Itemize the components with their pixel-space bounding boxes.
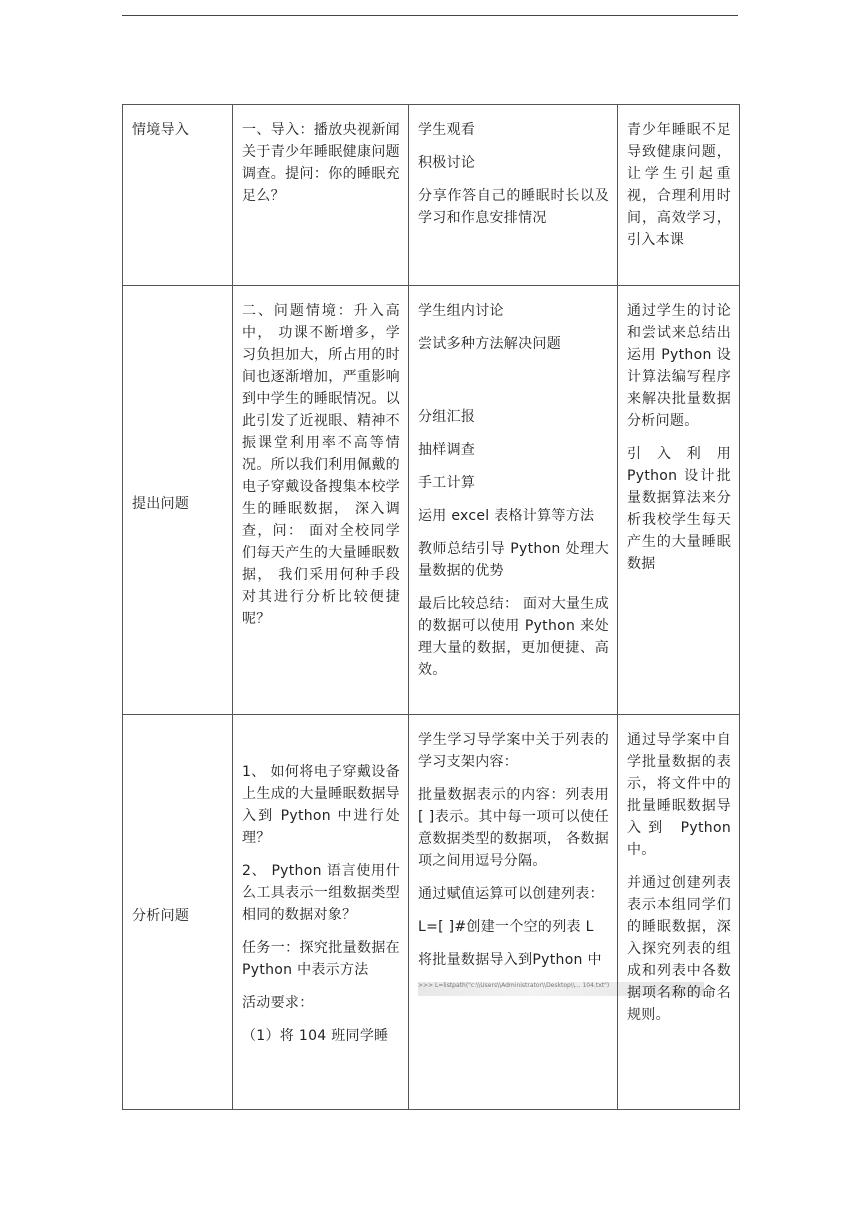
student-text: 学生观看 xyxy=(418,122,476,138)
teacher-text: 1、 如何将电子穿戴设备上生成的大量睡眠数据导入到 Python 中进行处理？ xyxy=(242,764,400,846)
intent-text: 通过导学案中自学批量数据的表示，将文件中的批量睡眠数据导入到 Python 中。 xyxy=(627,732,731,858)
design-intent-cell xyxy=(618,715,740,1110)
intent-text: 引入利用 Python 设计批量数据算法来分析我校学生每天产生的大量睡眠数据 xyxy=(627,446,731,572)
stage-cell xyxy=(123,105,233,286)
lesson-plan-table xyxy=(122,104,740,1110)
teacher-text: （1）将 104 班同学睡 xyxy=(242,1028,389,1044)
table-row xyxy=(123,715,740,1110)
stage-cell xyxy=(123,286,233,715)
student-activity-cell xyxy=(409,105,618,286)
student-text: 手工计算 xyxy=(418,475,476,491)
student-text: 通过赋值运算可以创建列表： xyxy=(418,886,604,902)
stage-label: 提出问题 xyxy=(132,496,190,512)
student-text: 最后比较总结： 面对大量生成的数据可以使用 Python 来处理大量的数据，更加便捷、高效。 xyxy=(418,596,609,678)
teacher-text: 二、问题情境：升入高中， 功课不断增多，学习负担加大，所占用的时间也逐渐增加，严重影响到中学生的睡眠情况。以此引发了近视眼、精神不振课堂利用率不高等情况。所以我们利用佩戴的电子穿戴设备搜集本校学生的睡眠数据， 深入调查，问： 面对全校同学们每天产生的大量睡眠数据， 我们采用何种手段对其进行分析比较便捷呢？ xyxy=(242,303,400,627)
intent-text: 并通过创建列表表示本组同学们的睡眠数据，深入探究列表的组成和列表中各数据项名称的命名规则。 xyxy=(627,875,731,1023)
teacher-text: 一、导入：播放央视新闻关于青少年睡眠健康问题调查。提问：你的睡眠充足么？ xyxy=(242,122,400,204)
student-text: 分享作答自己的睡眠时长以及学习和作息安排情况 xyxy=(418,188,609,226)
teacher-activity-cell xyxy=(233,286,409,715)
student-activity-cell xyxy=(409,715,618,1110)
intent-text: 通过学生的讨论和尝试来总结出运用 Python 设计算法编写程序来解决批量数据分析问题。 xyxy=(627,303,731,429)
stage-label: 分析问题 xyxy=(132,908,190,924)
design-intent-cell xyxy=(618,105,740,286)
code-screenshot-image: >>> L=listpath("c:\\Users\\Administrator\\Desktop\\... 104.txt") xyxy=(418,982,704,996)
student-text: 学生学习导学案中关于列表的学习支架内容： xyxy=(418,732,609,770)
teacher-activity-cell xyxy=(233,715,409,1110)
student-text: 学生组内讨论 xyxy=(418,303,504,319)
header-rule xyxy=(122,15,738,16)
design-intent-cell xyxy=(618,286,740,715)
student-activity-cell xyxy=(409,286,618,715)
stage-label: 情境导入 xyxy=(132,122,190,138)
student-text: 运用 excel 表格计算等方法 xyxy=(418,508,595,524)
student-text: 将批量数据导入到Python 中 xyxy=(418,952,602,968)
table-row xyxy=(123,105,740,286)
teacher-text: 2、 Python 语言使用什么工具表示一组数据类型相同的数据对象？ xyxy=(242,863,400,923)
student-text: 尝试多种方法解决问题 xyxy=(418,336,561,352)
intent-text: 青少年睡眠不足导致健康问题，让学生引起重视，合理利用时间，高效学习， 引入本课 xyxy=(627,122,731,248)
teacher-text: 任务一：探究批量数据在 Python 中表示方法 xyxy=(242,940,400,978)
student-text: L=[ ]#创建一个空的列表 L xyxy=(418,919,594,935)
student-text: 抽样调查 xyxy=(418,442,476,458)
table-row xyxy=(123,286,740,715)
stage-cell xyxy=(123,715,233,1110)
student-text: 积极讨论 xyxy=(418,155,476,171)
spacer xyxy=(418,366,609,406)
teacher-text: 活动要求： xyxy=(242,995,314,1011)
student-text: 教师总结引导 Python 处理大量数据的优势 xyxy=(418,541,609,579)
student-text: 批量数据表示的内容：列表用[ ]表示。其中每一项可以使任意数据类型的数据项， 各数据项之间用逗号分隔。 xyxy=(418,787,609,869)
student-text: 分组汇报 xyxy=(418,409,476,425)
teacher-activity-cell xyxy=(233,105,409,286)
